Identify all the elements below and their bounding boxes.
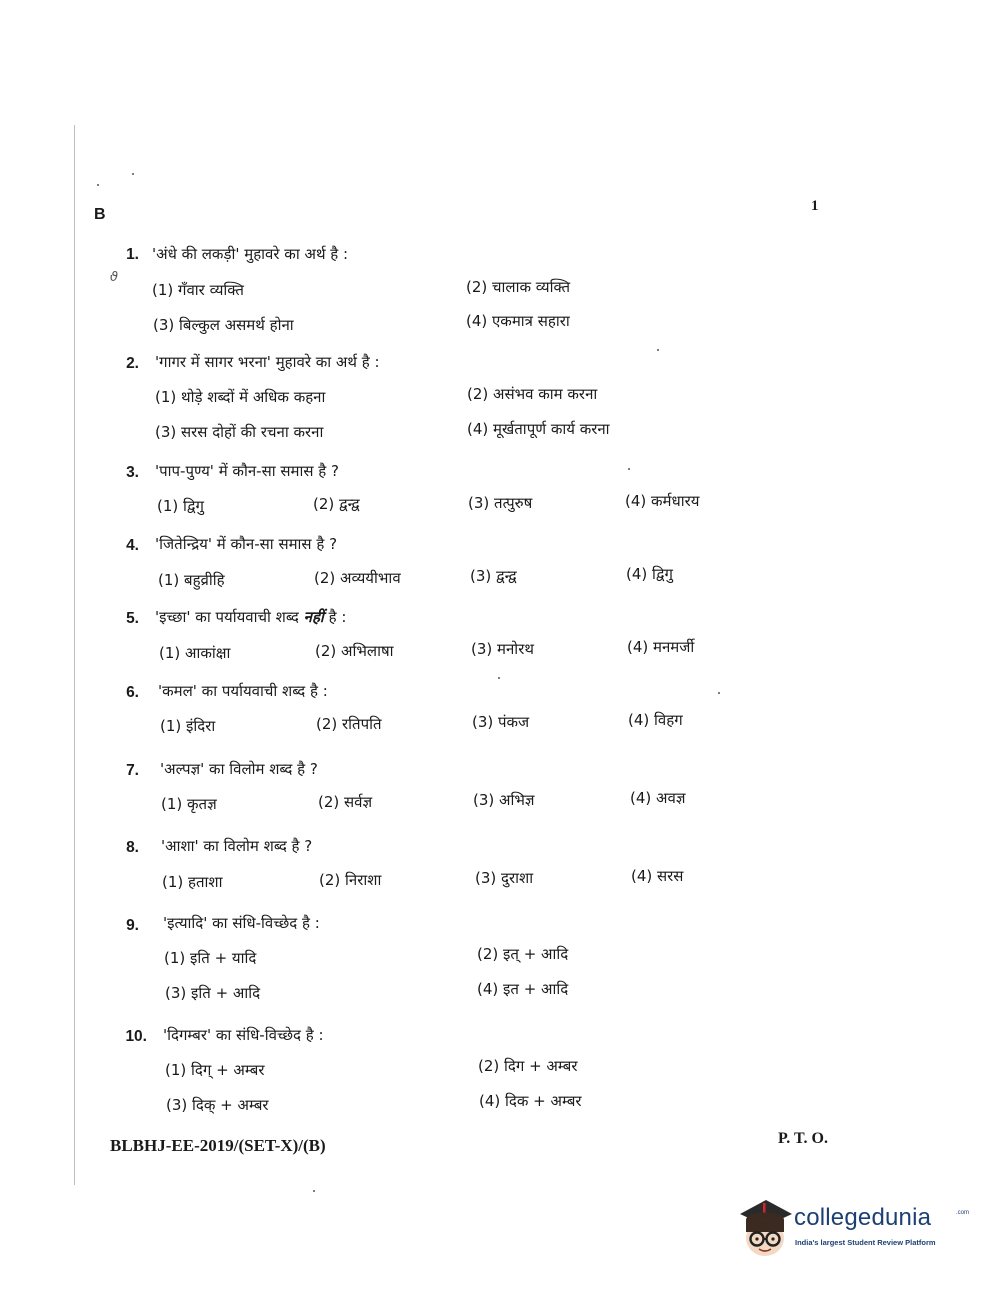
option: (3) मनोरथ: [471, 640, 534, 658]
question-text: 'अल्पज्ञ' का विलोम शब्द है ?: [160, 760, 318, 778]
mascot-icon: [736, 1196, 794, 1262]
margin-line: [74, 125, 75, 1185]
option: (3) पंकज: [472, 713, 530, 731]
question-number: 3.: [126, 464, 139, 481]
margin-pencil-mark: ϑ: [110, 270, 119, 285]
question-number: 5.: [126, 610, 139, 627]
option: (1) इति + यादि: [164, 949, 257, 967]
option: (2) असंभव काम करना: [467, 385, 598, 403]
option: (3) द्वन्द्व: [470, 567, 517, 585]
question-number: 6.: [126, 684, 139, 701]
option: (4) सरस: [631, 867, 684, 885]
option: (3) अभिज्ञ: [473, 791, 535, 809]
option: (3) बिल्कुल असमर्थ होना: [153, 316, 294, 334]
question-number: 8.: [126, 839, 139, 856]
option: (1) थोड़े शब्दों में अधिक कहना: [155, 388, 326, 406]
option: (3) तत्पुरुष: [468, 494, 533, 512]
option: (1) बहुव्रीहि: [158, 571, 225, 589]
option: (2) सर्वज्ञ: [318, 793, 373, 811]
question-text: 'कमल' का पर्यायवाची शब्द है :: [158, 682, 328, 700]
option: (1) गँवार व्यक्ति: [152, 281, 244, 299]
scan-speck: [313, 1190, 315, 1192]
question-text: 'गागर में सागर भरना' मुहावरे का अर्थ है :: [155, 353, 380, 371]
question-text: 'दिगम्बर' का संधि-विच्छेद है :: [163, 1026, 324, 1044]
option: (1) दिग् + अम्बर: [165, 1061, 265, 1079]
question-number: 4.: [126, 537, 139, 554]
question-text: 'आशा' का विलोम शब्द है ?: [161, 837, 313, 855]
option: (2) द्वन्द्व: [313, 495, 360, 513]
option: (4) मनमर्जी: [627, 638, 695, 656]
set-letter: B: [94, 206, 106, 223]
paper-code: BLBHJ-EE-2019/(SET-X)/(B): [110, 1136, 326, 1155]
option: (4) इत + आदि: [477, 980, 569, 998]
logo-wordmark: collegedunia: [794, 1204, 932, 1231]
option: (1) इंदिरा: [160, 717, 216, 735]
scan-speck: [132, 173, 134, 175]
question-text: 'जितेन्द्रिय' में कौन-सा समास है ?: [155, 535, 338, 553]
option: (2) चालाक व्यक्ति: [466, 278, 571, 296]
question-text-part: 'इच्छा' का पर्यायवाची शब्द: [155, 608, 299, 626]
option: (3) इति + आदि: [165, 984, 261, 1002]
question-number: 10.: [125, 1028, 147, 1045]
option: (2) रतिपति: [316, 715, 382, 733]
option: (3) दुराशा: [475, 869, 534, 887]
scan-speck: [628, 468, 630, 470]
question-text: 'पाप-पुण्य' में कौन-सा समास है ?: [155, 462, 339, 480]
scan-speck: [718, 692, 720, 694]
page-number: 1: [811, 198, 819, 214]
option: (4) कर्मधारय: [625, 492, 700, 510]
scan-speck: [498, 677, 500, 679]
option: (4) दिक + अम्बर: [479, 1092, 582, 1110]
pto-label: P. T. O.: [778, 1130, 828, 1147]
collegedunia-logo: [736, 1196, 968, 1262]
scan-speck: [657, 349, 659, 351]
question-number: 2.: [126, 355, 139, 372]
option: (1) द्विगु: [157, 497, 204, 515]
question-text: 'अंधे की लकड़ी' मुहावरे का अर्थ है :: [152, 245, 349, 263]
option: (3) दिक् + अम्बर: [166, 1096, 269, 1114]
question-number: 1.: [126, 246, 139, 263]
scan-speck: [97, 184, 99, 186]
option: (4) विहग: [628, 711, 683, 729]
option: (1) हताशा: [162, 873, 223, 891]
option: (2) दिग + अम्बर: [478, 1057, 578, 1075]
question-text-part: है :: [328, 608, 347, 626]
logo-suffix: .com: [956, 1210, 970, 1216]
question-number: 7.: [126, 762, 139, 779]
option: (2) अव्ययीभाव: [314, 569, 401, 587]
logo-tagline: India's largest Student Review Platform: [795, 1238, 936, 1247]
option: (4) मूर्खतापूर्ण कार्य करना: [467, 420, 610, 438]
option: (4) द्विगु: [626, 565, 673, 583]
option: (2) निराशा: [319, 871, 382, 889]
question-number: 9.: [126, 917, 139, 934]
question-text: 'इत्यादि' का संधि-विच्छेद है :: [163, 914, 320, 932]
option: (4) एकमात्र सहारा: [466, 312, 570, 330]
option: (2) इत् + आदि: [477, 945, 569, 963]
option: (1) आकांक्षा: [159, 644, 231, 662]
question-text-emphasis: नहीं: [303, 608, 324, 626]
option: (4) अवज्ञ: [630, 789, 686, 807]
option: (1) कृतज्ञ: [161, 795, 217, 813]
option: (3) सरस दोहों की रचना करना: [155, 423, 324, 441]
option: (2) अभिलाषा: [315, 642, 394, 660]
question-text: [155, 607, 346, 627]
